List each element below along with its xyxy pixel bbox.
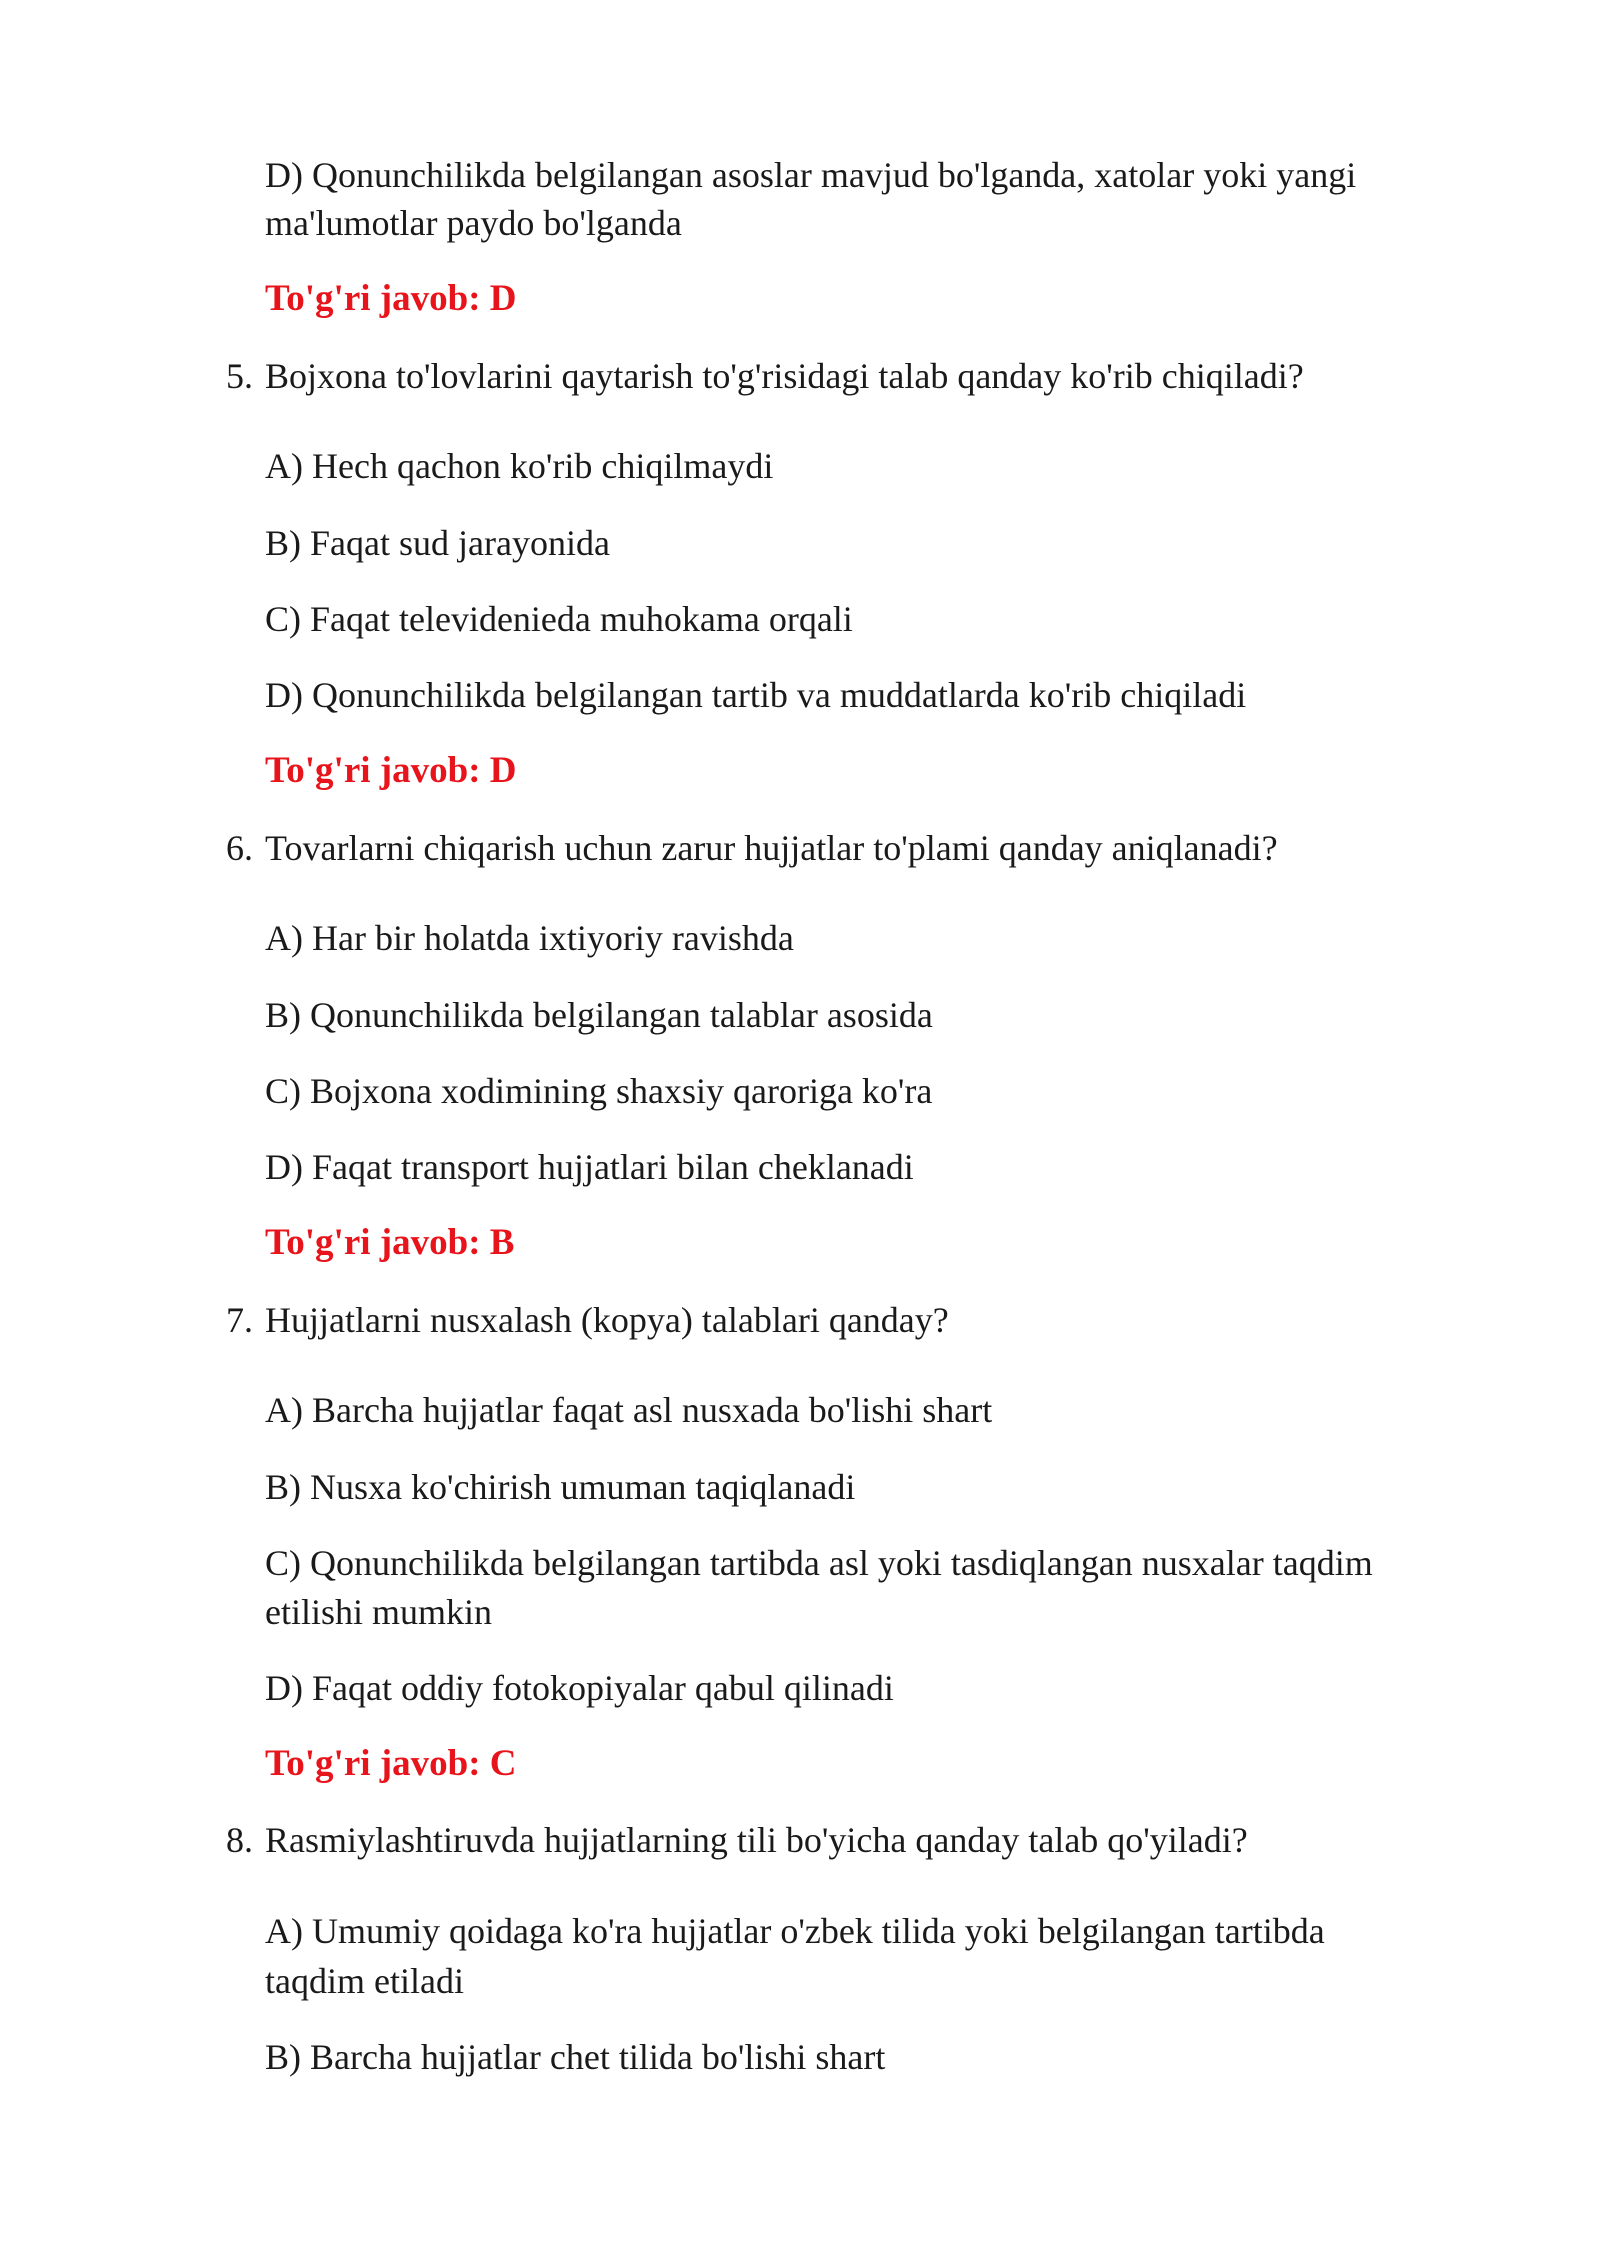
q6-question: Tovarlarni chiqarish uchun zarur hujjatlar to'plami qanday aniqlanadi? [265,828,1278,868]
q6-option-a: A) Har bir holatda ixtiyoriy ravishda [265,918,794,958]
q6-option-b: B) Qonunchilikda belgilangan talablar asosida [265,995,933,1035]
q5-option-b: B) Faqat sud jarayonida [265,523,610,563]
q4-option-d-continued: ma'lumotlar paydo bo'lganda [265,203,682,243]
q7-number: 7. [226,1300,253,1340]
q6-correct-answer: To'g'ri javob: B [265,1222,515,1263]
q8-option-a: A) Umumiy qoidaga ko'ra hujjatlar o'zbek tilida yoki belgilangan tartibda [265,1911,1325,1951]
q5-number: 5. [226,356,253,396]
q4-option-d: D) Qonunchilikda belgilangan asoslar mavjud bo'lganda, xatolar yoki yangi [265,155,1357,195]
q8-question: Rasmiylashtiruvda hujjatlarning tili bo'yicha qanday talab qo'yiladi? [265,1820,1248,1860]
q7-option-c-continued: etilishi mumkin [265,1592,493,1632]
q5-option-d: D) Qonunchilikda belgilangan tartib va muddatlarda ko'rib chiqiladi [265,675,1247,715]
q7-option-b: B) Nusxa ko'chirish umuman taqiqlanadi [265,1467,856,1507]
q8-option-b: B) Barcha hujjatlar chet tilida bo'lishi shart [265,2037,886,2077]
q7-correct-answer: To'g'ri javob: C [265,1743,517,1784]
q7-option-c: C) Qonunchilikda belgilangan tartibda asl yoki tasdiqlangan nusxalar taqdim [265,1543,1373,1583]
q8-option-a-continued: taqdim etiladi [265,1961,464,2001]
q7-option-a: A) Barcha hujjatlar faqat asl nusxada bo'lishi shart [265,1390,993,1430]
q7-question: Hujjatlarni nusxalash (kopya) talablari qanday? [265,1300,949,1340]
q6-option-c: C) Bojxona xodimining shaxsiy qaroriga ko'ra [265,1071,933,1111]
q6-option-d: D) Faqat transport hujjatlari bilan cheklanadi [265,1147,914,1187]
q5-option-c: C) Faqat televidenieda muhokama orqali [265,599,853,639]
q4-correct-answer: To'g'ri javob: D [265,278,517,319]
q8-number: 8. [226,1820,253,1860]
q6-number: 6. [226,828,253,868]
q5-correct-answer: To'g'ri javob: D [265,750,517,791]
q7-option-d: D) Faqat oddiy fotokopiyalar qabul qilinadi [265,1668,894,1708]
q5-question: Bojxona to'lovlarini qaytarish to'g'risidagi talab qanday ko'rib chiqiladi? [265,356,1304,396]
q5-option-a: A) Hech qachon ko'rib chiqilmaydi [265,446,774,486]
